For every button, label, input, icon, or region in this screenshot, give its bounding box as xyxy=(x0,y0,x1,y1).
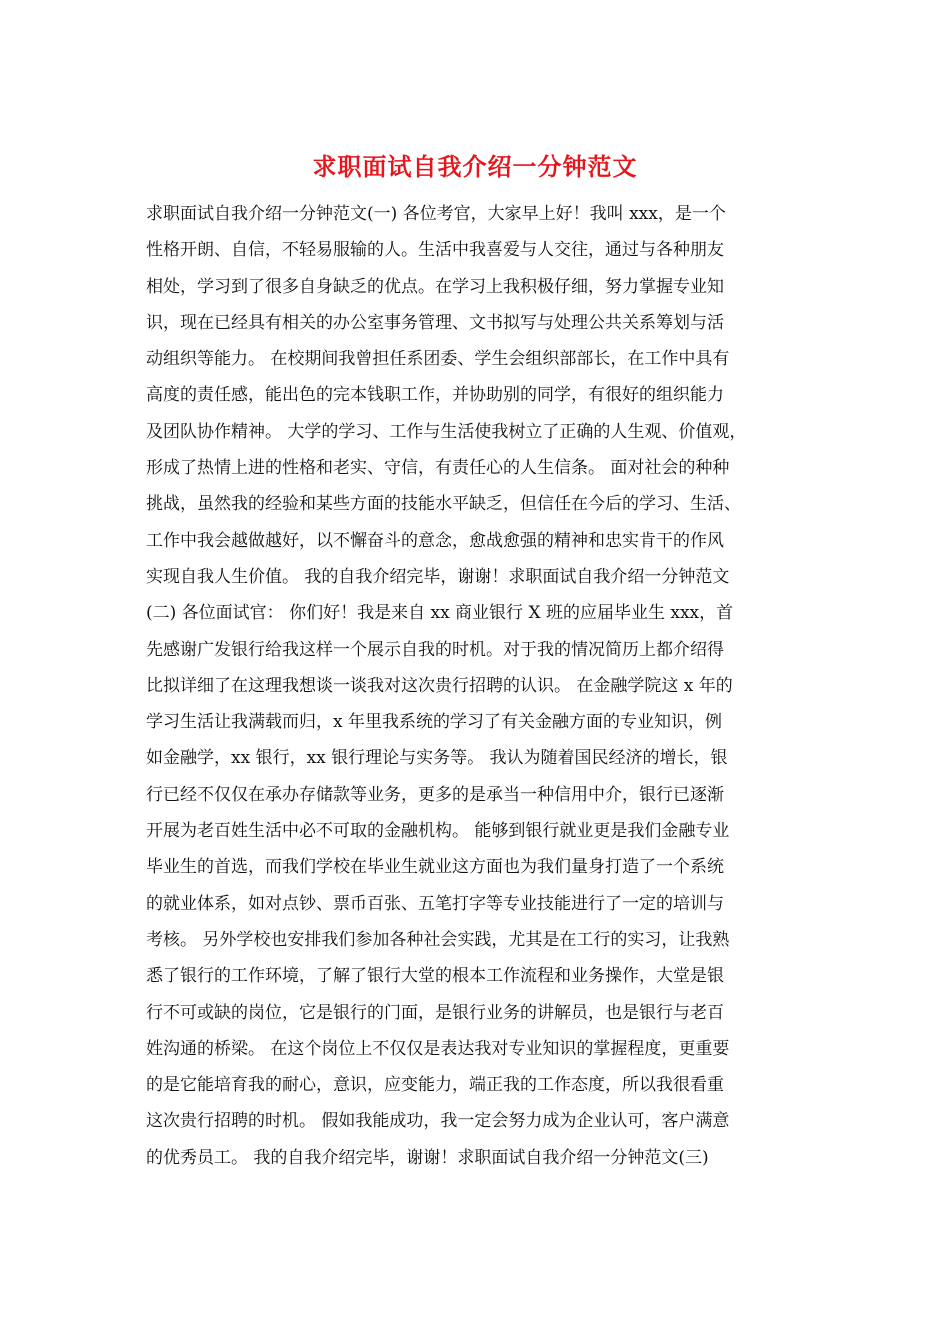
body-line: 高度的责任感，能出色的完本钱职工作，并协助别的同学，有很好的组织能力 xyxy=(146,385,724,406)
document-title: 求职面试自我介绍一分钟范文 xyxy=(312,152,638,181)
body-line: 性格开朗、自信，不轻易服输的人。生活中我喜爱与人交往，通过与各种朋友 xyxy=(146,240,724,261)
body-line: 挑战，虽然我的经验和某些方面的技能水平缺乏，但信任在今后的学习、生活、 xyxy=(146,494,741,515)
body-line: 这次贵行招聘的时机。 假如我能成功，我一定会努力成为企业认可，客户满意 xyxy=(146,1111,730,1132)
body-line: 毕业生的首选，而我们学校在毕业生就业这方面也为我们量身打造了一个系统 xyxy=(146,857,724,878)
body-line: 的就业体系，如对点钞、票币百张、五笔打字等专业技能进行了一定的培训与 xyxy=(146,893,724,914)
body-line: 工作中我会越做越好，以不懈奋斗的意念，愈战愈强的精神和忠实肯干的作风 xyxy=(146,530,724,551)
body-line: 相处，学习到了很多自身缺乏的优点。在学习上我积极仔细，努力掌握专业知 xyxy=(146,276,724,297)
body-line: 悉了银行的工作环境，了解了银行大堂的根本工作流程和业务操作，大堂是银 xyxy=(146,966,724,987)
body-line: 形成了热情上进的性格和老实、守信，有责任心的人生信条。 面对社会的种种 xyxy=(146,458,730,479)
body-line: 姓沟通的桥梁。 在这个岗位上不仅仅是表达我对专业知识的掌握程度，更重要 xyxy=(146,1038,730,1059)
document-body xyxy=(146,196,806,1176)
body-line: 学习生活让我满载而归，x 年里我系统的学习了有关金融方面的专业知识，例 xyxy=(146,712,722,733)
body-line: 的是它能培育我的耐心，意识，应变能力，端正我的工作态度，所以我很看重 xyxy=(146,1075,724,1096)
body-line: 的优秀员工。 我的自我介绍完毕，谢谢！求职面试自我介绍一分钟范文(三) xyxy=(146,1147,709,1168)
body-line: 动组织等能力。 在校期间我曾担任系团委、学生会组织部部长，在工作中具有 xyxy=(146,349,730,370)
body-line: (二) 各位面试官： 你们好！我是来自 xx 商业银行 X 班的应届毕业生 xxx，首 xyxy=(146,603,734,624)
body-line: 比拟详细了在这理我想谈一谈我对这次贵行招聘的认识。 在金融学院这 x 年的 xyxy=(146,675,733,696)
body-line: 开展为老百姓生活中必不可取的金融机构。 能够到银行就业更是我们金融专业 xyxy=(146,821,730,842)
body-line: 识，现在已经具有相关的办公室事务管理、文书拟写与处理公共关系筹划与活 xyxy=(146,312,724,333)
body-line: 行不可或缺的岗位，它是银行的门面，是银行业务的讲解员，也是银行与老百 xyxy=(146,1002,724,1023)
body-line: 实现自我人生价值。 我的自我介绍完毕，谢谢！求职面试自我介绍一分钟范文 xyxy=(146,566,730,587)
body-line: 先感谢广发银行给我这样一个展示自我的时机。对于我的情况简历上都介绍得 xyxy=(146,639,724,660)
body-line: 行已经不仅仅在承办存储款等业务，更多的是承当一种信用中介，银行已逐渐 xyxy=(146,784,724,805)
body-line: 如金融学，xx 银行，xx 银行理论与实务等。 我认为随着国民经济的增长，银 xyxy=(146,748,728,769)
body-line: 考核。 另外学校也安排我们参加各种社会实践，尤其是在工行的实习，让我熟 xyxy=(146,929,730,950)
body-line: 求职面试自我介绍一分钟范文(一) 各位考官，大家早上好！我叫 xxx，是一个 xyxy=(146,204,726,224)
body-line: 及团队协作精神。 大学的学习、工作与生活使我树立了正确的人生观、价值观， xyxy=(146,421,747,442)
